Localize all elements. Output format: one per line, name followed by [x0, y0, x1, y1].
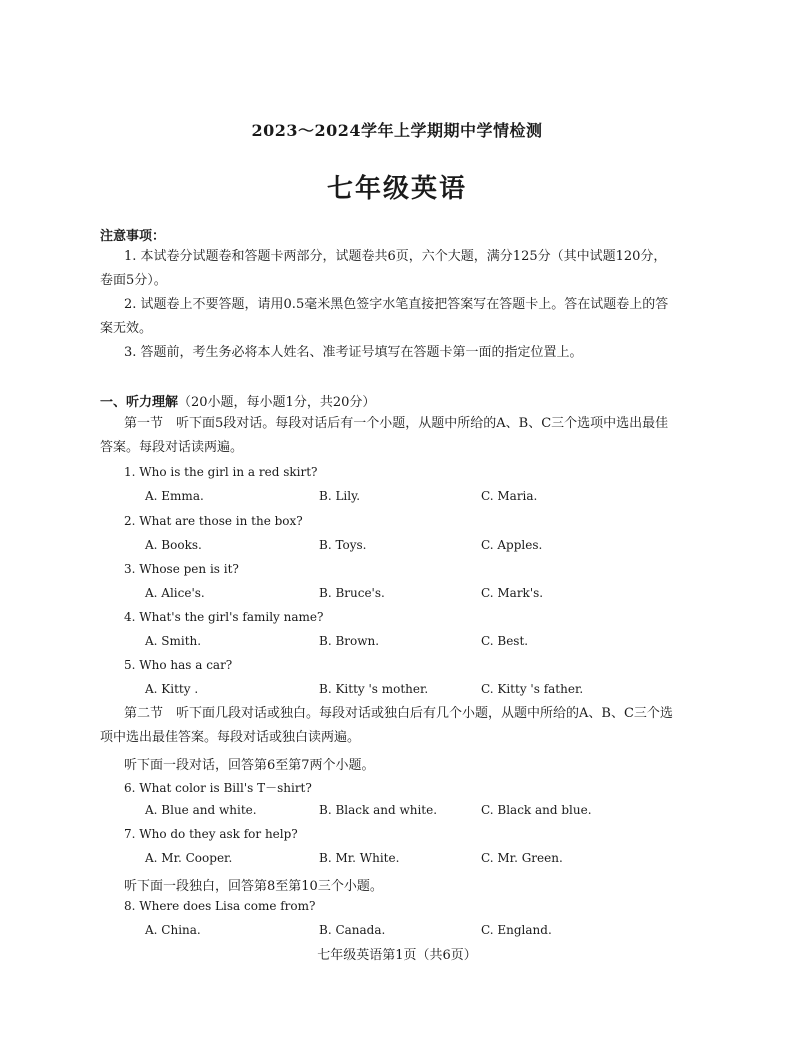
option-a: A. Emma. — [145, 489, 204, 503]
question-stem: 1. Who is the girl in a red skirt? — [124, 465, 318, 479]
option-c: C. Mark's. — [481, 586, 544, 600]
note-item-2: 2. 试题卷上不要答题，请用0.5毫米黑色签字水笔直接把答案写在答题卡上。答在试题卷上的答案无效。 — [100, 297, 669, 336]
question-stem: 8. Where does Lisa come from? — [124, 899, 316, 913]
notes-heading: 注意事项： — [100, 229, 166, 244]
listening-instruction: 听下面一段对话，回答第6至第7两个小题。 — [124, 758, 375, 773]
part2-intro: 第二节 听下面几段对话或独白。每段对话或独白后有几个小题，从题中所给的A、B、C三个选项中选出最佳答案。每段对话或独白读两遍。 — [100, 706, 673, 745]
option-a: A. Kitty . — [145, 682, 199, 696]
option-a: A. China. — [145, 923, 201, 937]
option-a: A. Blue and white. — [145, 803, 257, 817]
section-title: 一、听力理解 — [100, 395, 179, 410]
option-a: A. Books. — [145, 538, 202, 552]
option-b: B. Mr. White. — [319, 851, 400, 865]
subject-title: 七年级英语 — [326, 174, 467, 204]
option-a: A. Alice's. — [145, 586, 205, 600]
page-footer: 七年级英语第1页（共6页） — [317, 948, 477, 963]
option-b: B. Lily. — [319, 489, 361, 503]
question-stem: 2. What are those in the box? — [124, 514, 303, 528]
option-b: B. Black and white. — [319, 803, 438, 817]
question-stem: 7. Who do they ask for help? — [124, 827, 298, 841]
option-c: C. Mr. Green. — [481, 851, 563, 865]
option-b: B. Toys. — [319, 538, 367, 552]
question-stem: 5. Who has a car? — [124, 658, 233, 672]
section-heading — [100, 391, 375, 410]
option-a: A. Smith. — [145, 634, 202, 648]
option-a: A. Mr. Cooper. — [145, 851, 233, 865]
question-stem: 6. What color is Bill's T－shirt? — [124, 781, 312, 795]
option-b: B. Canada. — [319, 923, 386, 937]
option-c: C. Kitty 's father. — [481, 682, 584, 696]
option-c: C. England. — [481, 923, 552, 937]
option-c: C. Best. — [481, 634, 529, 648]
option-b: B. Kitty 's mother. — [319, 682, 429, 696]
option-c: C. Apples. — [481, 538, 543, 552]
note-item-3: 3. 答题前，考生务必将本人姓名、准考证号填写在答题卡第一面的指定位置上。 — [124, 345, 583, 360]
section-score-note: （20小题，每小题1分，共20分） — [178, 395, 376, 410]
option-c: C. Maria. — [481, 489, 538, 503]
note-item-1: 1. 本试卷分试题卷和答题卡两部分，试题卷共6页，六个大题，满分125分（其中试题120分，卷面5分）。 — [100, 249, 667, 288]
option-b: B. Bruce's. — [319, 586, 385, 600]
exam-title: 2023～2024学年上学期期中学情检测 — [251, 121, 543, 140]
listening-instruction: 听下面一段独白，回答第8至第10三个小题。 — [124, 879, 383, 894]
part1-intro: 第一节 听下面5段对话。每段对话后有一个小题，从题中所给的A、B、C三个选项中选出最佳答案。每段对话读两遍。 — [100, 416, 669, 455]
option-c: C. Black and blue. — [481, 803, 592, 817]
option-b: B. Brown. — [319, 634, 380, 648]
question-stem: 4. What's the girl's family name? — [124, 610, 324, 624]
question-stem: 3. Whose pen is it? — [124, 562, 239, 576]
